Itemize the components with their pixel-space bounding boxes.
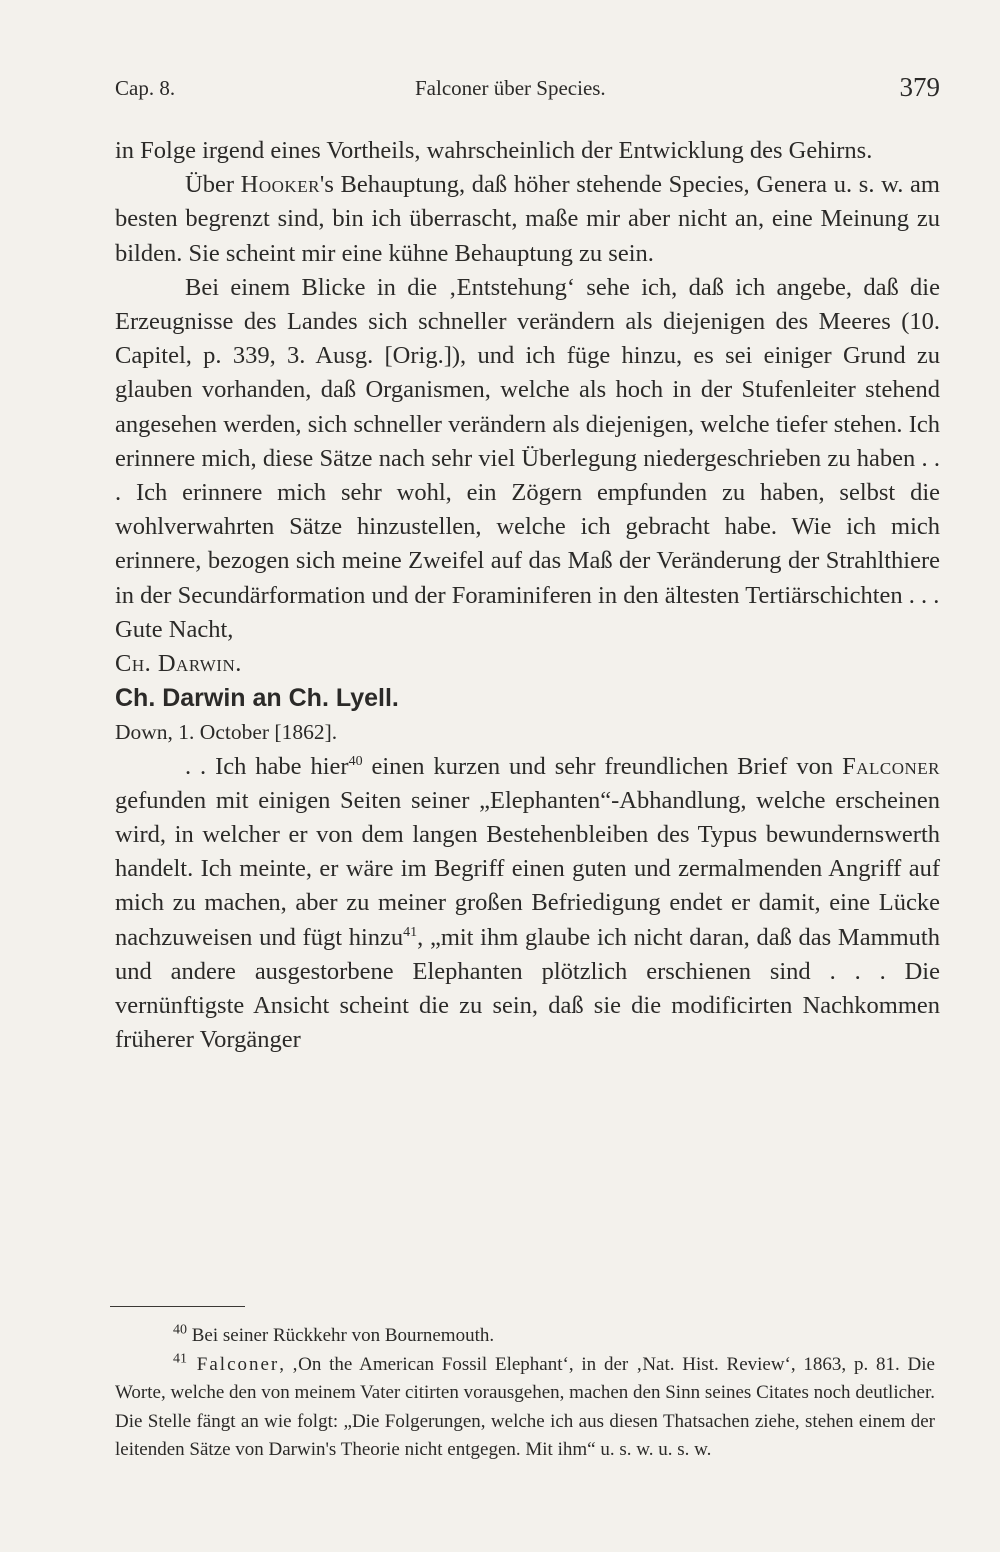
footnote-ref-40: 40 [348, 753, 363, 769]
paragraph-2-rest: 's Behauptung, daß höher stehende Species, Genera u. s. w. am besten begrenzt sind, bin ich überrascht, maße mir aber nicht an, eine Meinung zu bilden. Sie scheint mir eine kühne Behauptung zu sein. [115, 171, 940, 267]
paragraph-2-lead: Über [185, 171, 241, 199]
dateline: Down, 1. October [1862]. [115, 720, 338, 745]
footnotes [115, 1322, 935, 1465]
paragraph-2 [115, 168, 940, 271]
footnote-41-number: 41 [173, 1351, 187, 1367]
paragraph-4-mid2: gefunden mit einigen Seiten seiner „Elephanten“-Abhandlung, welche erscheinen wird, in welcher er von dem langen Bestehenbleiben des Typus bewundernswerth handelt. Ich meinte, er wäre im Begriff einen guten und zermalmenden Angriff auf mich zu machen, aber zu meiner großen Befriedigung endet er damit, eine Lücke nachzuweisen und fügt hinzu [115, 786, 940, 951]
page-number: 379 [899, 72, 940, 102]
running-header [115, 72, 940, 106]
footnote-40-number: 40 [173, 1322, 187, 1338]
running-title: Falconer über Species. [415, 76, 606, 100]
footnote-41-author: Falconer [187, 1353, 280, 1375]
paragraph-4-mid1: einen kurzen und sehr freundlichen Brief von [362, 752, 843, 780]
name-falconer: Falconer [842, 752, 940, 780]
letter-heading: Ch. Darwin an Ch. Lyell. [115, 684, 399, 713]
paragraph-4-end: , „mit ihm glaube ich nicht daran, daß das Mammuth und andere ausgestorbene Elephanten plötzlich erschienen sind . . . Die vernünftigste Ansicht scheint die zu sein, daß sie die modificirten Nachkommen früherer Vorgänger [115, 923, 940, 1054]
main-text [115, 134, 940, 1057]
closing-salutation: Gute Nacht, [115, 615, 234, 643]
footnote-41 [115, 1351, 935, 1465]
chapter-label: Cap. 8. [115, 76, 176, 100]
name-hooker: Hooker [240, 171, 320, 199]
footnote-ref-41: 41 [403, 924, 418, 940]
paragraph-1: in Folge irgend eines Vortheils, wahrscheinlich der Entwicklung des Gehirns. [115, 137, 873, 164]
paragraph-4 [115, 750, 940, 1058]
paragraph-3: Bei einem Blicke in die ‚Entstehung‘ sehe ich, daß ich angebe, daß die Erzeugnisse des Landes sich schneller verändern als diejenigen des Meeres (10. Capitel, p. 339, 3. Ausg. [Orig.]), und ich füge hinzu, es sei einiger Grund zu glauben vorhanden, daß Organismen, welche als hoch in der Stufenleiter stehend angesehen werden, sich schneller verändern als diejenigen, welche tiefer stehen. Ich erinnere mich, diese Sätze nach sehr viel Überlegung niedergeschrieben zu haben . . . Ich erinnere mich sehr wohl, ein Zögern empfunden zu haben, selbst die wohlverwahrten Sätze hinzustellen, welche ich gebracht habe. Wie ich mich erinnere, bezogen sich meine Zweifel auf das Maß der Veränderung der Strahlthiere in der Secundärformation und der Foraminiferen in den ältesten Tertiärschichten . . . [115, 273, 940, 609]
signature: Ch. Darwin. [115, 650, 242, 678]
paragraph-4-lead: . . Ich habe hier [185, 752, 349, 780]
footnote-41-text: , ‚On the American Fossil Elephant‘, in der ‚Nat. Hist. Review‘, 1863, p. 81. Die Worte, welche den von meinem Vater citirten vorausgehen, machen den Sinn seines Citates noch deutlicher. Die Stelle fängt an wie folgt: „Die Folgerungen, welche ich aus diesen Thatsachen ziehe, stehen einem der leitenden Sätze von Darwin's Theorie nicht entgegen. Mit ihm“ u. s. w. u. s. w. [115, 1353, 935, 1460]
footnote-40-text: Bei seiner Rückkehr von Bournemouth. [187, 1325, 495, 1346]
footnote-40 [115, 1322, 935, 1351]
footnote-divider [110, 1306, 245, 1307]
